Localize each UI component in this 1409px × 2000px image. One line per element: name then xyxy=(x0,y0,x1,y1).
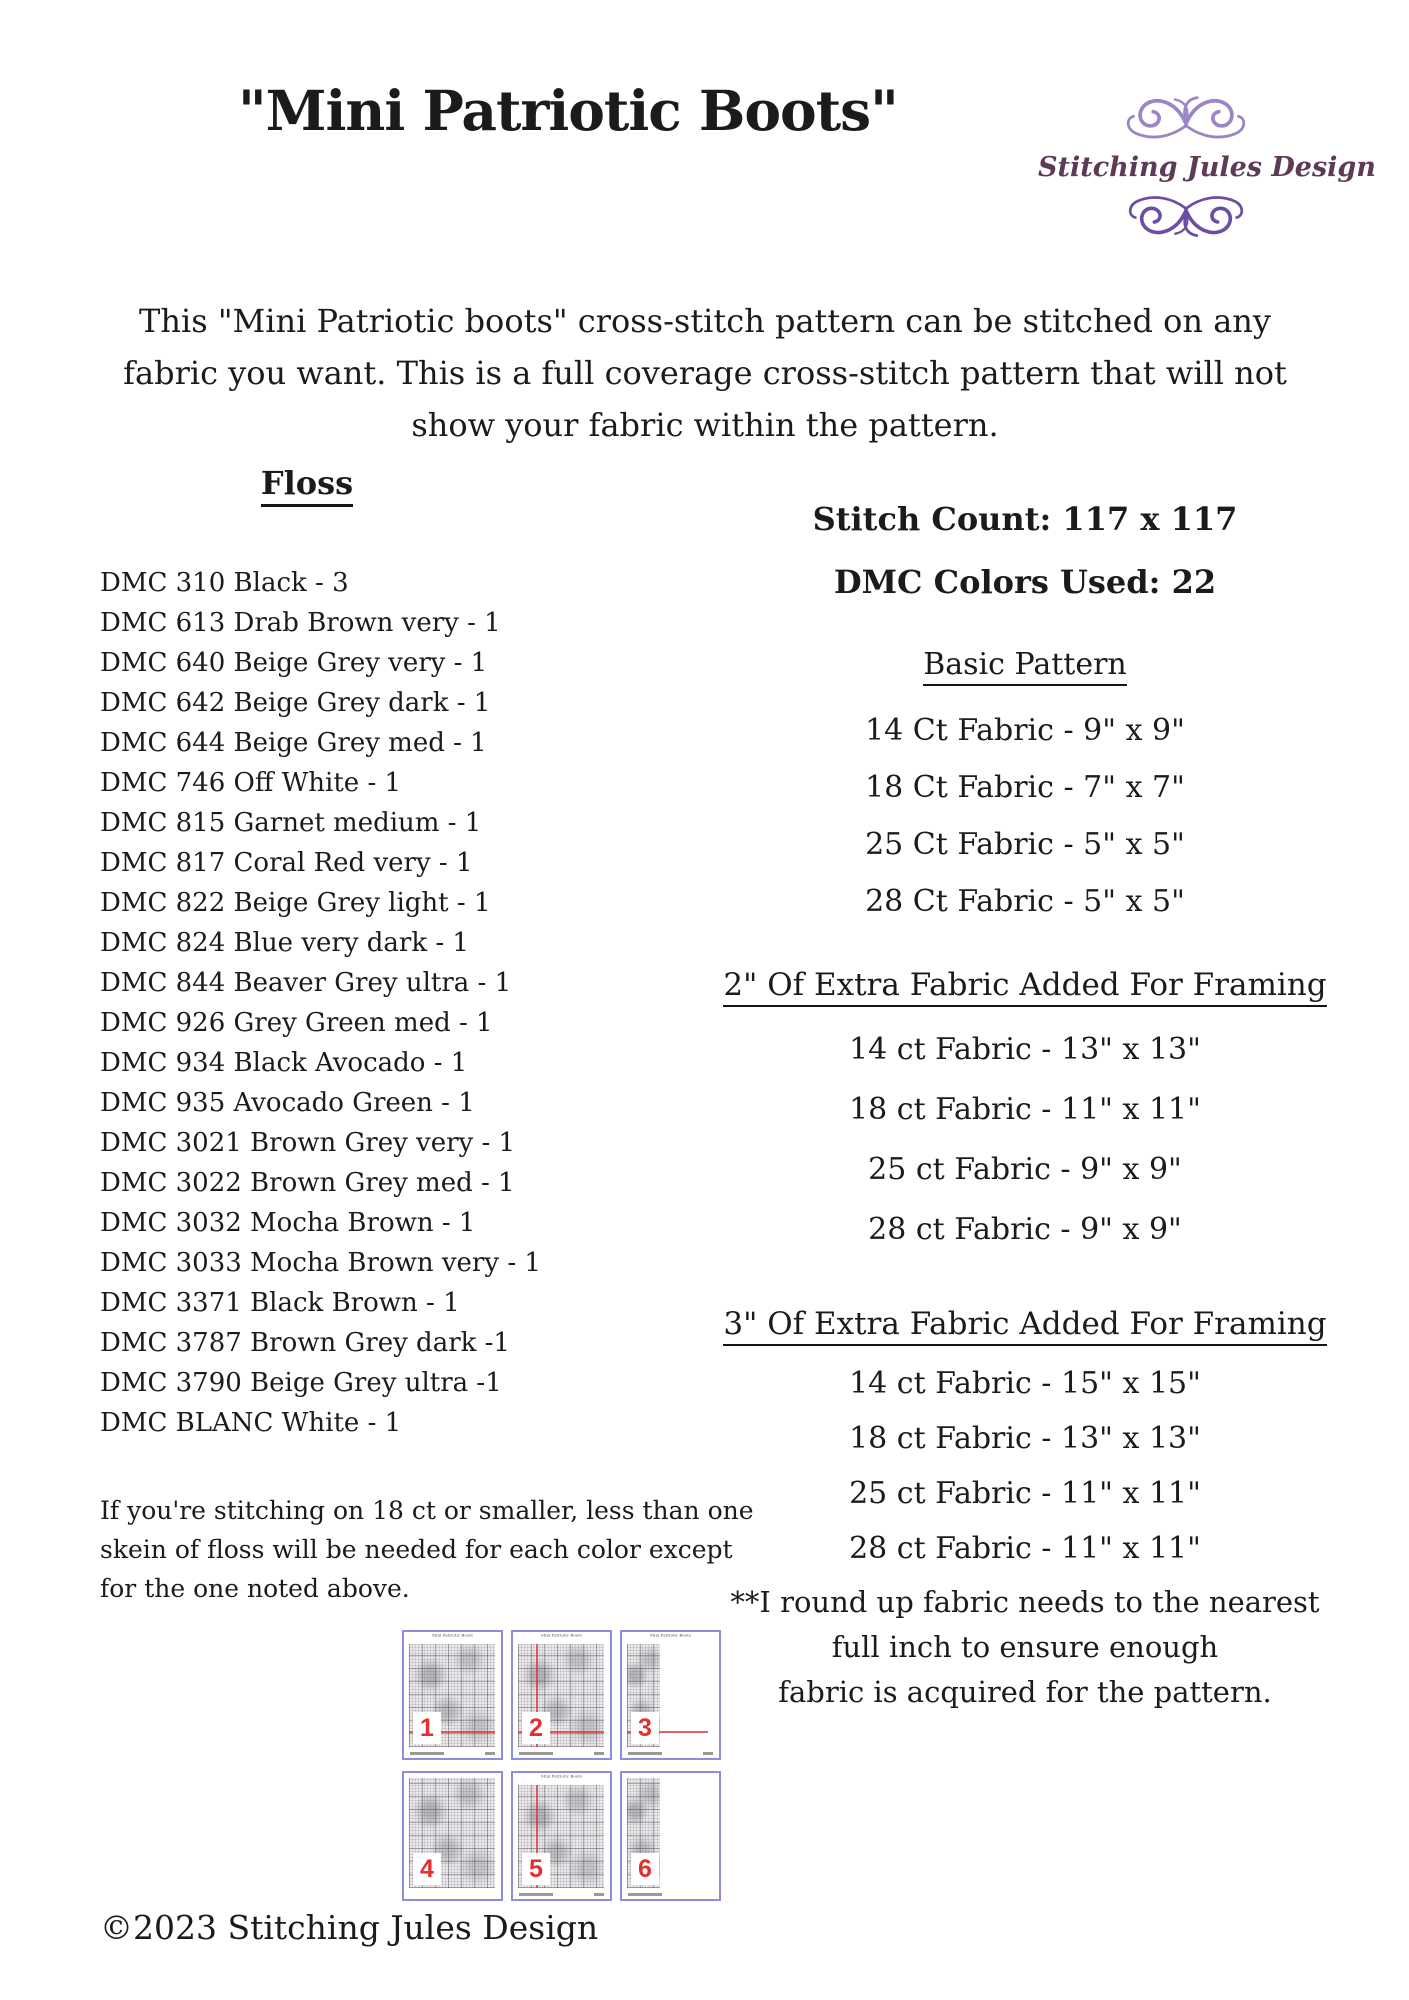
floss-heading xyxy=(0,464,614,502)
pattern-thumbnail xyxy=(620,1630,721,1760)
floss-item: DMC BLANC White - 1 xyxy=(100,1408,402,1438)
framing-3in-sizes xyxy=(640,1356,1409,1576)
basic-pattern-heading xyxy=(640,647,1409,682)
copyright: ©2023 Stitching Jules Design xyxy=(100,1908,599,1947)
floss-note-line: for the one noted above. xyxy=(100,1574,410,1603)
colors-used: DMC Colors Used: 22 xyxy=(833,563,1217,601)
framing-2in-heading xyxy=(640,967,1409,1003)
floss-item: DMC 640 Beige Grey very - 1 xyxy=(100,648,488,678)
floss-item: DMC 3790 Beige Grey ultra -1 xyxy=(100,1368,502,1398)
brand-name: Stitching Jules Design xyxy=(1038,152,1376,183)
footnote-line: fabric is acquired for the pattern. xyxy=(778,1675,1272,1709)
fabric-size-line: 14 ct Fabric - 15" x 15" xyxy=(849,1366,1201,1401)
floss-item: DMC 934 Black Avocado - 1 xyxy=(100,1048,468,1078)
fabric-size-line: 28 ct Fabric - 9" x 9" xyxy=(868,1212,1182,1247)
thumbnail-page-number: 3 xyxy=(631,1712,659,1744)
pattern-thumbnail xyxy=(511,1630,612,1760)
floss-item: DMC 746 Off White - 1 xyxy=(100,768,402,798)
thumbnail-page-number: 2 xyxy=(522,1712,550,1744)
fabric-size-line: 28 Ct Fabric - 5" x 5" xyxy=(865,884,1185,919)
floss-item: DMC 3032 Mocha Brown - 1 xyxy=(100,1208,476,1238)
thumbnail-page-number: 1 xyxy=(413,1712,441,1744)
floss-item: DMC 815 Garnet medium - 1 xyxy=(100,808,482,838)
thumbnail-footer xyxy=(628,1893,662,1896)
thumbnail-page-number: 5 xyxy=(522,1853,550,1885)
fabric-size-line: 25 ct Fabric - 11" x 11" xyxy=(849,1476,1201,1511)
floss-item: DMC 3787 Brown Grey dark -1 xyxy=(100,1328,510,1358)
thumbnail-footer xyxy=(519,1893,553,1896)
floss-heading-text: Floss xyxy=(261,464,353,507)
intro-line: show your fabric within the pattern. xyxy=(411,406,999,444)
floss-item: DMC 926 Grey Green med - 1 xyxy=(100,1008,493,1038)
intro-line: This "Mini Patriotic boots" cross-stitch pattern can be stitched on any xyxy=(139,302,1271,340)
flourish-ornament-top-icon xyxy=(1106,92,1266,150)
floss-item: DMC 935 Avocado Green - 1 xyxy=(100,1088,475,1118)
thumbnail-footer xyxy=(519,1752,553,1755)
thumbnail-page-number: 4 xyxy=(413,1853,441,1885)
floss-item: DMC 3021 Brown Grey very - 1 xyxy=(100,1128,516,1158)
thumbnail-title: Mini Patriotic Boots xyxy=(540,1774,583,1779)
thumbnail-title: Mini Patriotic Boots xyxy=(649,1633,692,1638)
pattern-thumbnail xyxy=(620,1771,721,1901)
framing-2in-sizes xyxy=(640,1020,1409,1260)
flourish-ornament-bottom-icon xyxy=(1111,185,1261,241)
footnote-line: full inch to ensure enough xyxy=(831,1630,1219,1664)
thumbnail-title: Mini Patriotic Boots xyxy=(540,1633,583,1638)
floss-note-line: skein of floss will be needed for each color except xyxy=(100,1535,733,1564)
floss-item: DMC 310 Black - 3 xyxy=(100,568,349,598)
basic-pattern-heading-text: Basic Pattern xyxy=(923,647,1127,686)
fabric-size-line: 28 ct Fabric - 11" x 11" xyxy=(849,1531,1201,1566)
footnote-line: **I round up fabric needs to the nearest xyxy=(730,1585,1320,1619)
pattern-thumbnail xyxy=(511,1771,612,1901)
intro-paragraph xyxy=(95,295,1315,451)
pattern-thumbnail xyxy=(402,1630,503,1760)
thumbnail-footer xyxy=(628,1752,662,1755)
fabric-footnote xyxy=(640,1580,1409,1715)
page-title: "Mini Patriotic Boots" xyxy=(238,78,898,143)
floss-note-line: If you're stitching on 18 ct or smaller, less than one xyxy=(100,1496,754,1525)
floss-list xyxy=(100,563,541,1443)
floss-item: DMC 822 Beige Grey light - 1 xyxy=(100,888,491,918)
thumbnail-footer xyxy=(703,1752,713,1755)
floss-item: DMC 3022 Brown Grey med - 1 xyxy=(100,1168,515,1198)
fabric-size-line: 18 ct Fabric - 13" x 13" xyxy=(849,1421,1201,1456)
thumbnail-title: Mini Patriotic Boots xyxy=(431,1633,474,1638)
floss-item: DMC 817 Coral Red very - 1 xyxy=(100,848,473,878)
thumbnail-footer xyxy=(410,1752,444,1755)
thumbnail-footer xyxy=(594,1752,604,1755)
floss-item: DMC 844 Beaver Grey ultra - 1 xyxy=(100,968,512,998)
thumbnail-page-number: 6 xyxy=(631,1853,659,1885)
framing-3in-heading xyxy=(640,1306,1409,1342)
floss-item: DMC 3033 Mocha Brown very - 1 xyxy=(100,1248,541,1278)
basic-pattern-sizes xyxy=(640,702,1409,930)
fabric-size-line: 14 Ct Fabric - 9" x 9" xyxy=(865,713,1185,748)
thumbnail-footer xyxy=(594,1893,604,1896)
pattern-stats xyxy=(640,488,1409,614)
pattern-thumbnail xyxy=(402,1771,503,1901)
floss-item: DMC 644 Beige Grey med - 1 xyxy=(100,728,487,758)
fabric-size-line: 25 Ct Fabric - 5" x 5" xyxy=(865,827,1185,862)
floss-item: DMC 642 Beige Grey dark - 1 xyxy=(100,688,491,718)
floss-item: DMC 613 Drab Brown very - 1 xyxy=(100,608,501,638)
fabric-size-line: 18 Ct Fabric - 7" x 7" xyxy=(865,770,1185,805)
floss-item: DMC 824 Blue very dark - 1 xyxy=(100,928,469,958)
stitch-count: Stitch Count: 117 x 117 xyxy=(812,500,1238,538)
floss-item: DMC 3371 Black Brown - 1 xyxy=(100,1288,460,1318)
intro-line: fabric you want. This is a full coverage cross-stitch pattern that will not xyxy=(123,354,1287,392)
fabric-size-line: 14 ct Fabric - 13" x 13" xyxy=(849,1032,1201,1067)
framing-2in-heading-text: 2" Of Extra Fabric Added For Framing xyxy=(723,967,1326,1007)
brand-logo xyxy=(1038,92,1376,241)
framing-3in-heading-text: 3" Of Extra Fabric Added For Framing xyxy=(723,1306,1326,1346)
fabric-size-line: 25 ct Fabric - 9" x 9" xyxy=(868,1152,1182,1187)
thumbnail-footer xyxy=(485,1752,495,1755)
fabric-size-line: 18 ct Fabric - 11" x 11" xyxy=(849,1092,1201,1127)
